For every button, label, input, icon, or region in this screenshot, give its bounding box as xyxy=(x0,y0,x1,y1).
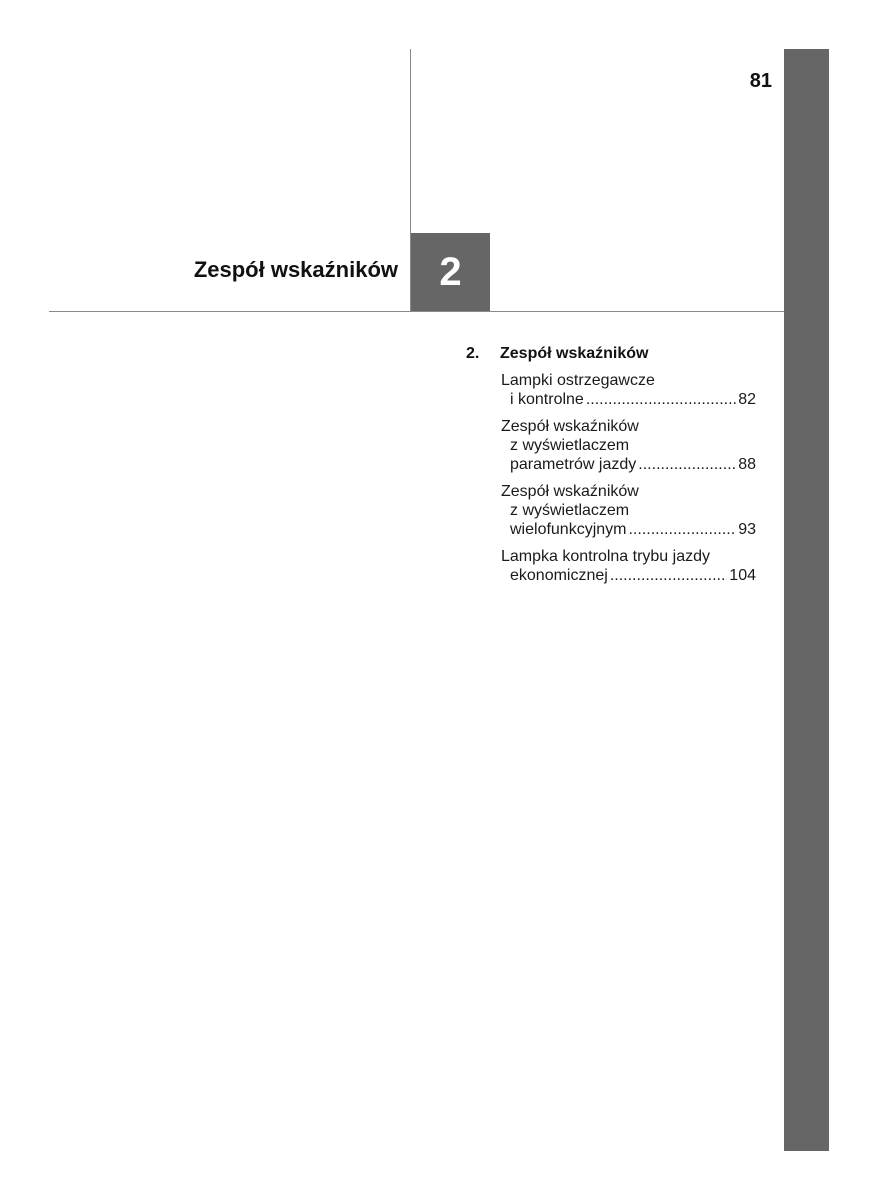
toc-entry-last-line xyxy=(501,520,756,539)
toc-entry-text: wielofunkcyjnym xyxy=(510,521,627,538)
toc-entry-line: z wyświetlaczem xyxy=(510,502,630,519)
chapter-title: Zespół wskaźników xyxy=(193,257,398,282)
toc-entry[interactable] xyxy=(501,371,756,409)
toc-entry[interactable] xyxy=(501,547,756,585)
toc-entry-last-line xyxy=(501,566,756,585)
chapter-number-box xyxy=(411,233,490,311)
toc-entry-line: Zespół wskaźników xyxy=(501,483,639,500)
toc-entry-line: Zespół wskaźników xyxy=(501,418,639,435)
table-of-contents xyxy=(466,345,756,593)
dot-leader xyxy=(610,566,727,585)
dot-leader xyxy=(628,520,736,539)
toc-entry-page: 104 xyxy=(729,567,756,584)
toc-entry-page: 82 xyxy=(738,391,756,408)
page-number: 81 xyxy=(749,70,772,92)
toc-section-heading xyxy=(466,345,756,363)
toc-entry-text: ekonomicznej xyxy=(510,567,608,584)
chapter-tab-bar xyxy=(784,49,829,1151)
toc-entry[interactable] xyxy=(501,417,756,474)
horizontal-divider xyxy=(49,311,784,312)
toc-entry-line: Lampka kontrolna trybu jazdy xyxy=(501,548,710,565)
toc-entry-last-line xyxy=(501,455,756,474)
toc-entry-page: 93 xyxy=(738,521,756,538)
toc-entry[interactable] xyxy=(501,482,756,539)
dot-leader xyxy=(638,455,736,474)
toc-entry-line: z wyświetlaczem xyxy=(510,437,630,454)
toc-entry-text: i kontrolne xyxy=(510,391,584,408)
toc-entry-line: Lampki ostrzegawcze xyxy=(501,372,655,389)
toc-section-title: Zespół wskaźników xyxy=(500,345,649,362)
dot-leader xyxy=(586,390,736,409)
toc-section-number: 2. xyxy=(466,345,480,362)
toc-entry-last-line xyxy=(501,390,756,409)
toc-entry-page: 88 xyxy=(738,456,756,473)
toc-entry-text: parametrów jazdy xyxy=(510,456,637,473)
chapter-number: 2 xyxy=(439,249,462,294)
